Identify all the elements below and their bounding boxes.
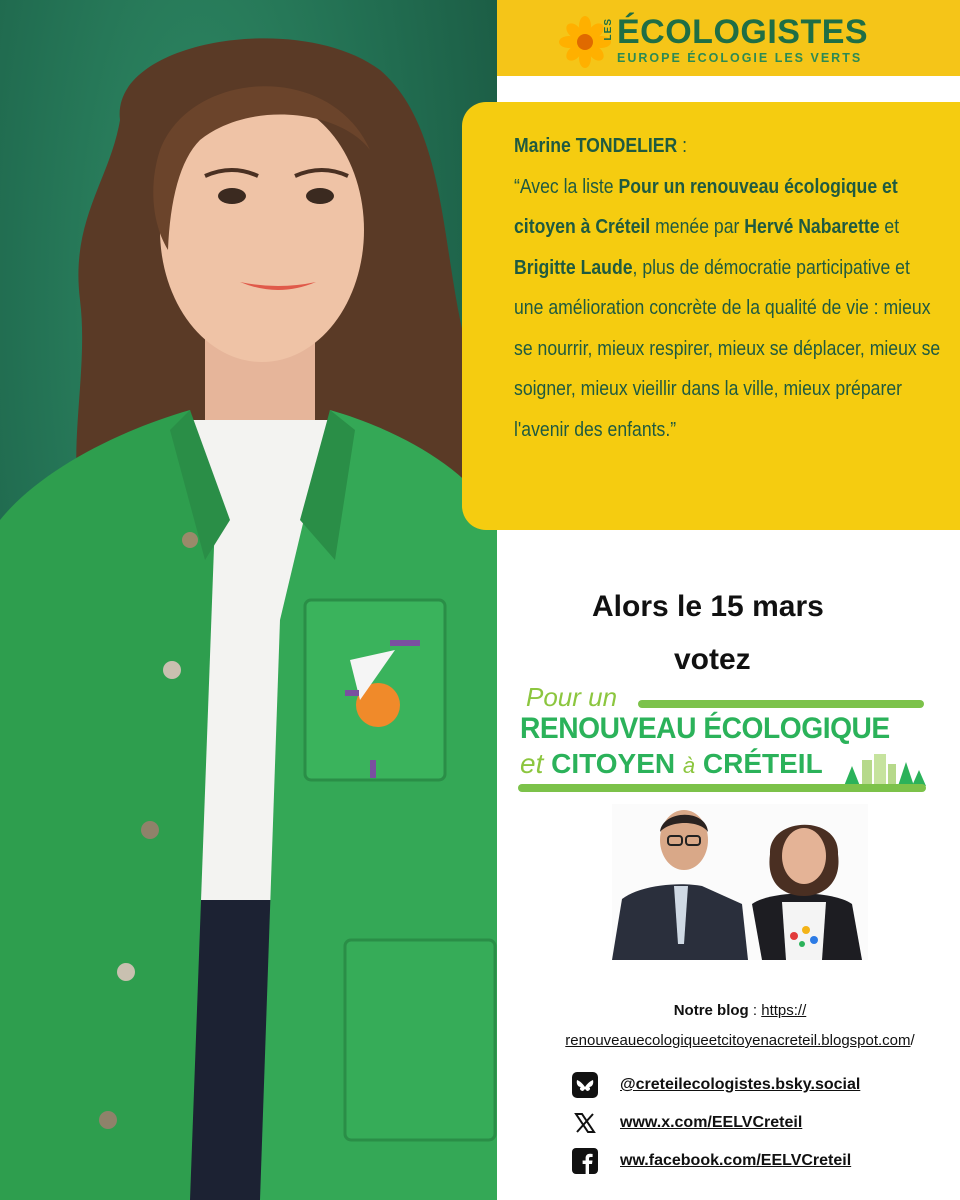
quote-rest: , plus de démocratie participative et une amélioration concrète de la qualité de vie : mieux se nourrir, mieux respirer, mieux se déplacer, mieux se soigner, mieux vieillir dans la ville, mieux préparer l'avenir des enfants.”: [514, 255, 941, 441]
candidates-illustration: [612, 804, 868, 960]
blog-link-part1[interactable]: https://: [761, 1002, 807, 1019]
logo-title: ÉCOLOGISTES: [617, 13, 869, 51]
social-x[interactable]: [572, 1108, 802, 1138]
vote-call: votez: [674, 643, 751, 676]
list-a: à: [682, 753, 696, 778]
list-citoyen-line: [520, 748, 823, 780]
x-link[interactable]: www.x.com/EELVCreteil: [620, 1114, 803, 1131]
blog-slash: /: [910, 1032, 915, 1049]
facebook-icon: [572, 1148, 598, 1174]
blog-link-part2[interactable]: renouveauecologiqueetcitoyenacreteil.blogspot.com: [565, 1032, 911, 1049]
party-logo: [559, 8, 899, 70]
list-et: et: [520, 748, 544, 779]
logo-les: LES: [603, 18, 614, 41]
quote-candidate1: Hervé Nabarette: [744, 215, 880, 238]
blog-sep: :: [748, 1002, 762, 1019]
bluesky-icon: [572, 1072, 598, 1098]
list-bar-bottom: [518, 784, 926, 792]
list-bar-top: [638, 700, 924, 708]
candidates-photo: [612, 804, 868, 960]
list-citoyen: CITOYEN: [551, 748, 676, 779]
x-icon: [572, 1110, 598, 1136]
quote-colon: :: [677, 134, 688, 157]
quote-led-by: menée par: [650, 215, 745, 238]
quote-and: et: [879, 215, 900, 238]
social-bluesky[interactable]: [572, 1070, 860, 1100]
city-trees-icon: [840, 752, 926, 786]
logo-subtitle: EUROPE ÉCOLOGIE LES VERTS: [617, 51, 863, 65]
vote-date: Alors le 15 mars: [592, 590, 824, 623]
facebook-link[interactable]: ww.facebook.com/EELVCreteil: [620, 1152, 852, 1169]
quote-candidate2: Brigitte Laude: [514, 255, 633, 279]
quote-card: [462, 102, 960, 530]
header-band: [497, 0, 960, 76]
quote-list-name: Pour un renouveau écologique et citoyen à Créteil: [514, 174, 898, 238]
quote-speaker: Marine TONDELIER: [514, 134, 678, 157]
quote-open: “Avec la liste: [514, 174, 619, 198]
blog-label: Notre blog: [673, 1002, 749, 1019]
list-logo: [518, 682, 926, 794]
list-creteil: CRÉTEIL: [702, 748, 823, 779]
list-renouveau: RENOUVEAU ÉCOLOGIQUE: [520, 712, 890, 745]
blog-block: [540, 996, 940, 1056]
quote-text: [514, 126, 944, 450]
social-facebook[interactable]: [572, 1146, 851, 1176]
bluesky-link[interactable]: @creteilecologistes.bsky.social: [620, 1076, 861, 1093]
list-pour-un: Pour un: [526, 682, 618, 712]
